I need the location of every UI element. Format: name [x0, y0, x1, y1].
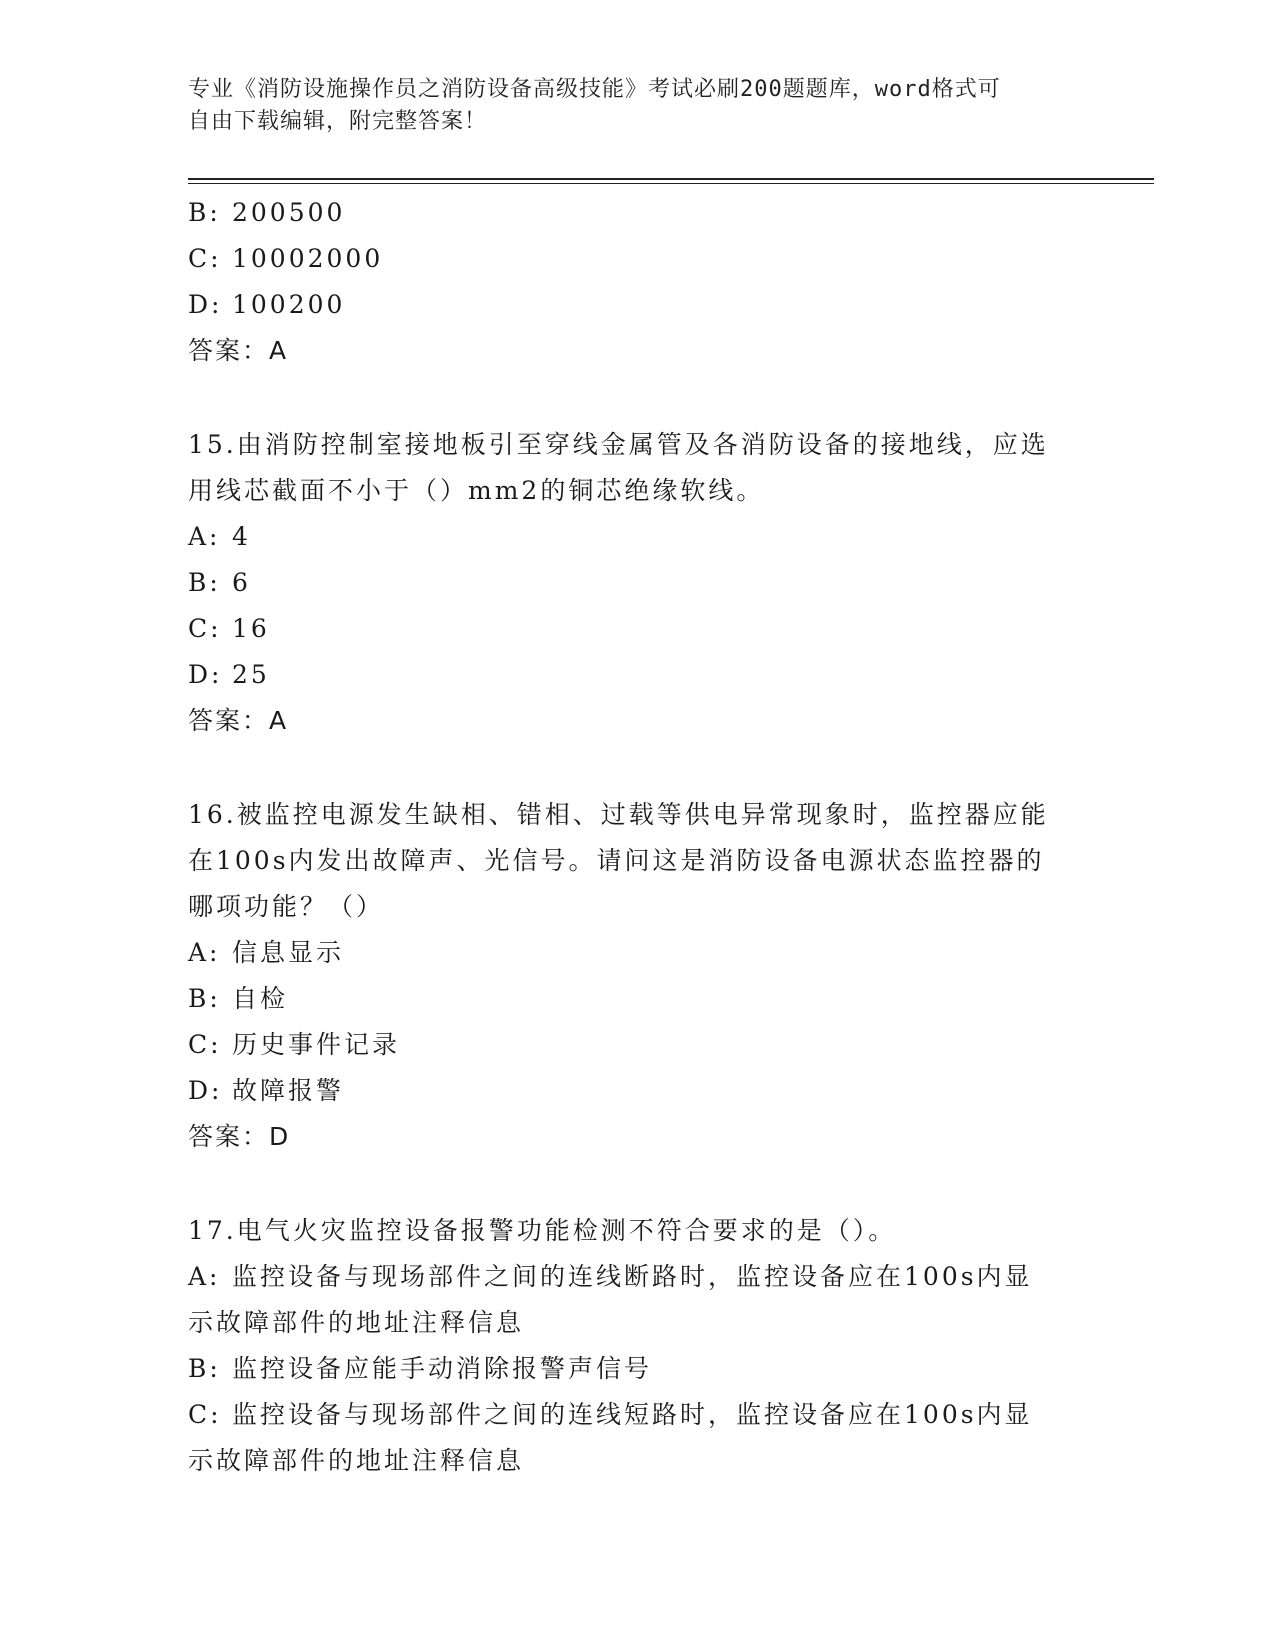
option-b: B: 200500 [188, 198, 346, 227]
option-a: A: 信息显示 [188, 938, 345, 967]
option-d: D: 故障报警 [188, 1076, 345, 1105]
question-14-tail [188, 190, 1088, 374]
answer-label: 答案：A [188, 706, 289, 735]
question-17 [188, 1208, 1088, 1484]
header-line-1: 专业《消防设施操作员之消防设备高级技能》考试必刷200题题库，word格式可 [188, 77, 1001, 102]
option-d: D: 25 [188, 660, 270, 689]
question-15-text-line-1: 15.由消防控制室接地板引至穿线金属管及各消防设备的接地线，应选 [188, 430, 1049, 459]
option-b: B: 自检 [188, 984, 289, 1013]
document-header [188, 74, 1088, 138]
question-17-text: 17.电气火灾监控设备报警功能检测不符合要求的是（）。 [188, 1216, 897, 1245]
option-d: D: 100200 [188, 290, 346, 319]
header-rule-thick [188, 178, 1154, 180]
option-c-continuation: 示故障部件的地址注释信息 [188, 1446, 525, 1475]
option-c: C: 16 [188, 614, 270, 643]
option-b: B: 监控设备应能手动消除报警声信号 [188, 1354, 653, 1383]
answer-label: 答案：D [188, 1122, 291, 1151]
question-16-text-line-1: 16.被监控电源发生缺相、错相、过载等供电异常现象时，监控器应能 [188, 800, 1049, 829]
option-c: C: 监控设备与现场部件之间的连线短路时，监控设备应在100s内显 示故障部件的地址注释信息 [188, 1392, 1068, 1484]
question-16-text-line-2: 在100s内发出故障声、光信号。请问这是消防设备电源状态监控器的 [188, 846, 1045, 875]
option-b: B: 6 [188, 568, 251, 597]
question-16 [188, 792, 1088, 1160]
option-c: C: 10002000 [188, 244, 384, 273]
option-a: A: 4 [188, 522, 251, 551]
option-a: A: 监控设备与现场部件之间的连线断路时，监控设备应在100s内显 示故障部件的地址注释信息 [188, 1254, 1068, 1346]
option-a-continuation: 示故障部件的地址注释信息 [188, 1308, 525, 1337]
header-line-2: 自由下载编辑，附完整答案！ [188, 109, 488, 134]
option-c: C: 历史事件记录 [188, 1030, 401, 1059]
answer-label: 答案：A [188, 336, 289, 365]
question-15-text-line-2: 用线芯截面不小于（）mm2的铜芯绝缘软线。 [188, 476, 765, 505]
document-body [188, 190, 1088, 1484]
header-rule-thin [188, 183, 1154, 184]
question-15 [188, 422, 1088, 744]
question-16-text-line-3: 哪项功能？（） [188, 892, 385, 921]
